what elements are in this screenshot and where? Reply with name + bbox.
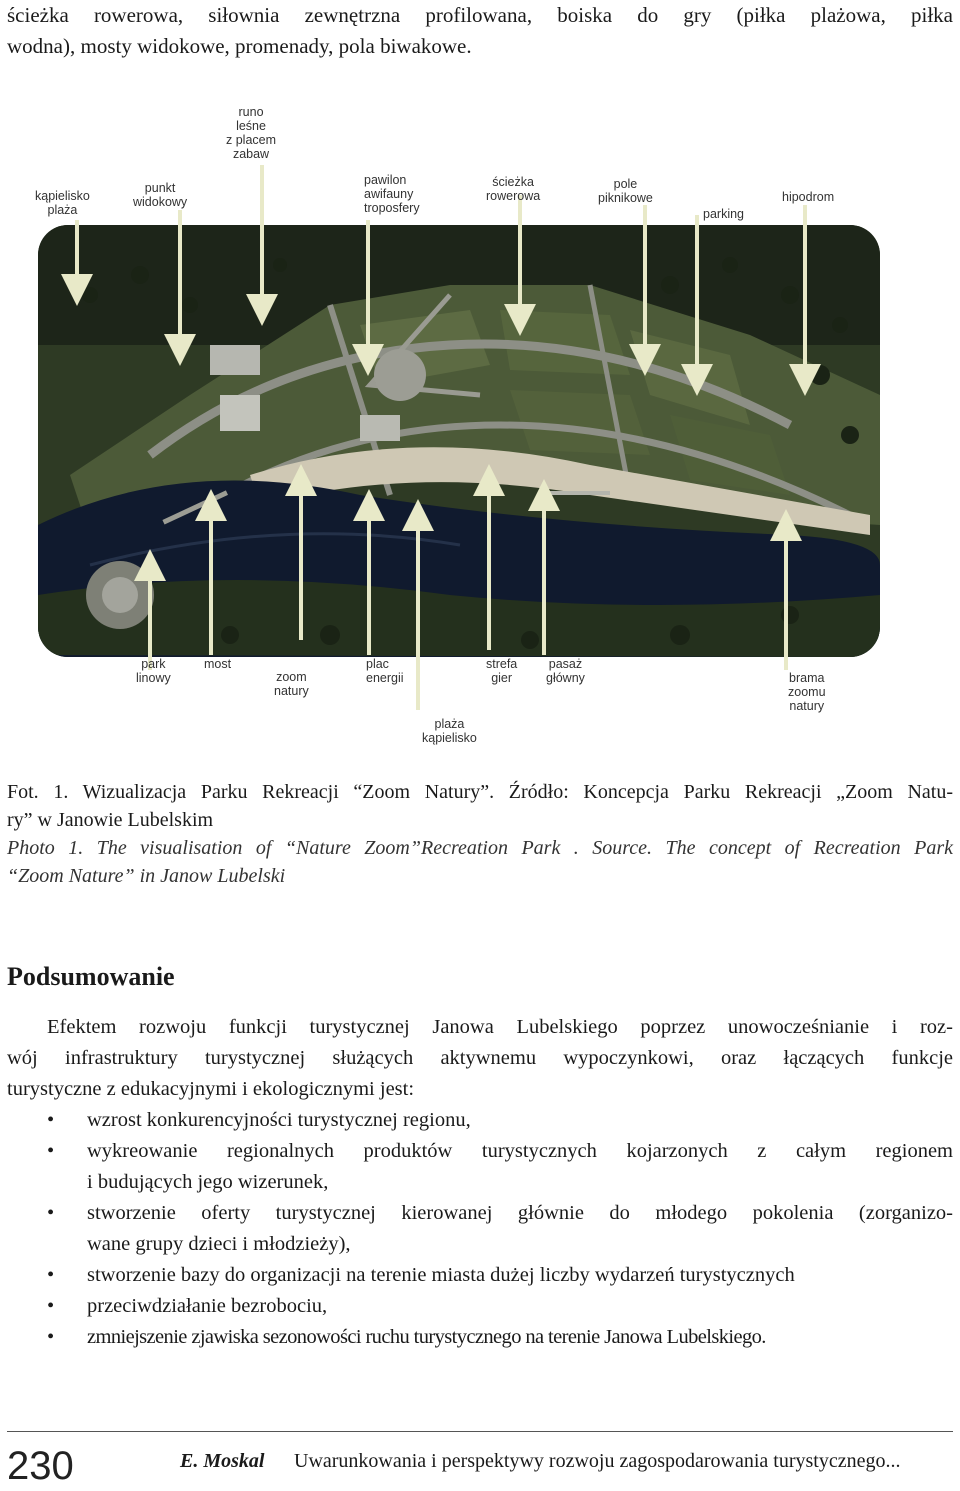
bullet-icon: • xyxy=(47,1202,55,1224)
label-most: most xyxy=(204,657,232,671)
list-item: • stworzenie oferty turystycznej kierowanej głównie do młodego pokolenia (zorganizo- wane grupy dzieci i młodzieży), xyxy=(7,1198,953,1260)
para-line-1: Efektem rozwoju funkcji turystycznej Janowa Lubelskiego poprzez unowocześnianie i roz- xyxy=(47,1016,953,1038)
caption-pl-line-2: ry” w Janowie Lubelskim xyxy=(7,809,214,831)
section-heading: Podsumowanie xyxy=(7,962,175,991)
top-line-1: ścieżka rowerowa, siłownia zewnętrzna profilowana, boiska do gry (piłka plażowa, piłka xyxy=(7,3,953,27)
top-paragraph xyxy=(7,0,953,62)
park-visualisation-figure xyxy=(30,95,930,765)
caption-pl-line-1: Fot. 1. Wizualizacja Parku Rekreacji “Zoom Natury”. Źródło: Koncepcja Parku Rekreacji „Zoom Natu- xyxy=(7,781,953,803)
list-item: • stworzenie bazy do organizacji na terenie miasta dużej liczby wydarzeń turystycznych xyxy=(7,1260,953,1291)
footer-divider xyxy=(7,1431,953,1432)
label-brama-zoomu-natury: brama zoomu natury xyxy=(788,671,826,713)
label-zoom-natury: zoom natury xyxy=(274,670,309,698)
top-line-2: wodna), mosty widokowe, promenady, pola biwakowe. xyxy=(7,34,472,58)
para-line-3: turystyczne z edukacyjnymi i ekologicznymi jest: xyxy=(7,1078,415,1100)
bullet-icon: • xyxy=(47,1264,55,1286)
list-item: • zmniejszenie zjawiska sezonowości ruchu turystycznego na terenie Janowa Lubelskiego. xyxy=(7,1322,953,1353)
summary-paragraph xyxy=(7,1012,953,1105)
footer-author: E. Moskal xyxy=(180,1450,265,1472)
bullet-icon: • xyxy=(47,1140,55,1162)
label-strefa-gier: strefa gier xyxy=(486,657,518,685)
label-sciezka-rowerowa: ścieżka rowerowa xyxy=(486,175,541,203)
label-parking: parking xyxy=(703,207,744,221)
figure-caption xyxy=(7,778,953,890)
caption-en-line-2: “Zoom Nature” in Janow Lubelski xyxy=(7,865,286,887)
list-item: • wykreowanie regionalnych produktów turystycznych kojarzonych z całym regionem i budujących jego wizerunek, xyxy=(7,1136,953,1198)
label-kapielisko-plaza: kąpielisko plaża xyxy=(35,189,90,217)
bullet-icon: • xyxy=(47,1109,55,1131)
label-plaza-kapielisko: plaża kąpielisko xyxy=(422,717,477,745)
bullet-icon: • xyxy=(47,1295,55,1317)
caption-en-line-1: Photo 1. The visualisation of “Nature Zoom”Recreation Park . Source. The concept of Recreation Park xyxy=(7,837,953,859)
label-pawilon-awifauny: pawilon awifauny troposfery xyxy=(364,173,420,215)
list-item: • przeciwdziałanie bezrobociu, xyxy=(7,1291,953,1322)
list-item: • wzrost konkurencyjności turystycznej regionu, xyxy=(7,1105,953,1136)
page-number: 230 xyxy=(7,1444,74,1488)
label-runo-lesne: runo leśne z placem zabaw xyxy=(226,105,277,161)
footer-running-title: Uwarunkowania i perspektywy rozwoju zagospodarowania turystycznego... xyxy=(294,1450,901,1472)
label-pole-piknikowe: pole piknikowe xyxy=(598,177,653,205)
bullet-icon: • xyxy=(47,1326,55,1348)
summary-bullet-list xyxy=(7,1105,953,1353)
para-line-2: wój infrastruktury turystycznej służących aktywnemu wypoczynkowi, oraz łączących funkcje xyxy=(7,1047,953,1069)
label-park-linowy: park linowy xyxy=(136,657,171,685)
label-punkt-widokowy: punkt widokowy xyxy=(133,181,188,209)
label-plac-energii: plac energii xyxy=(366,657,404,685)
label-pasaz-glowny: pasaż główny xyxy=(546,657,585,685)
label-hipodrom: hipodrom xyxy=(782,190,835,204)
